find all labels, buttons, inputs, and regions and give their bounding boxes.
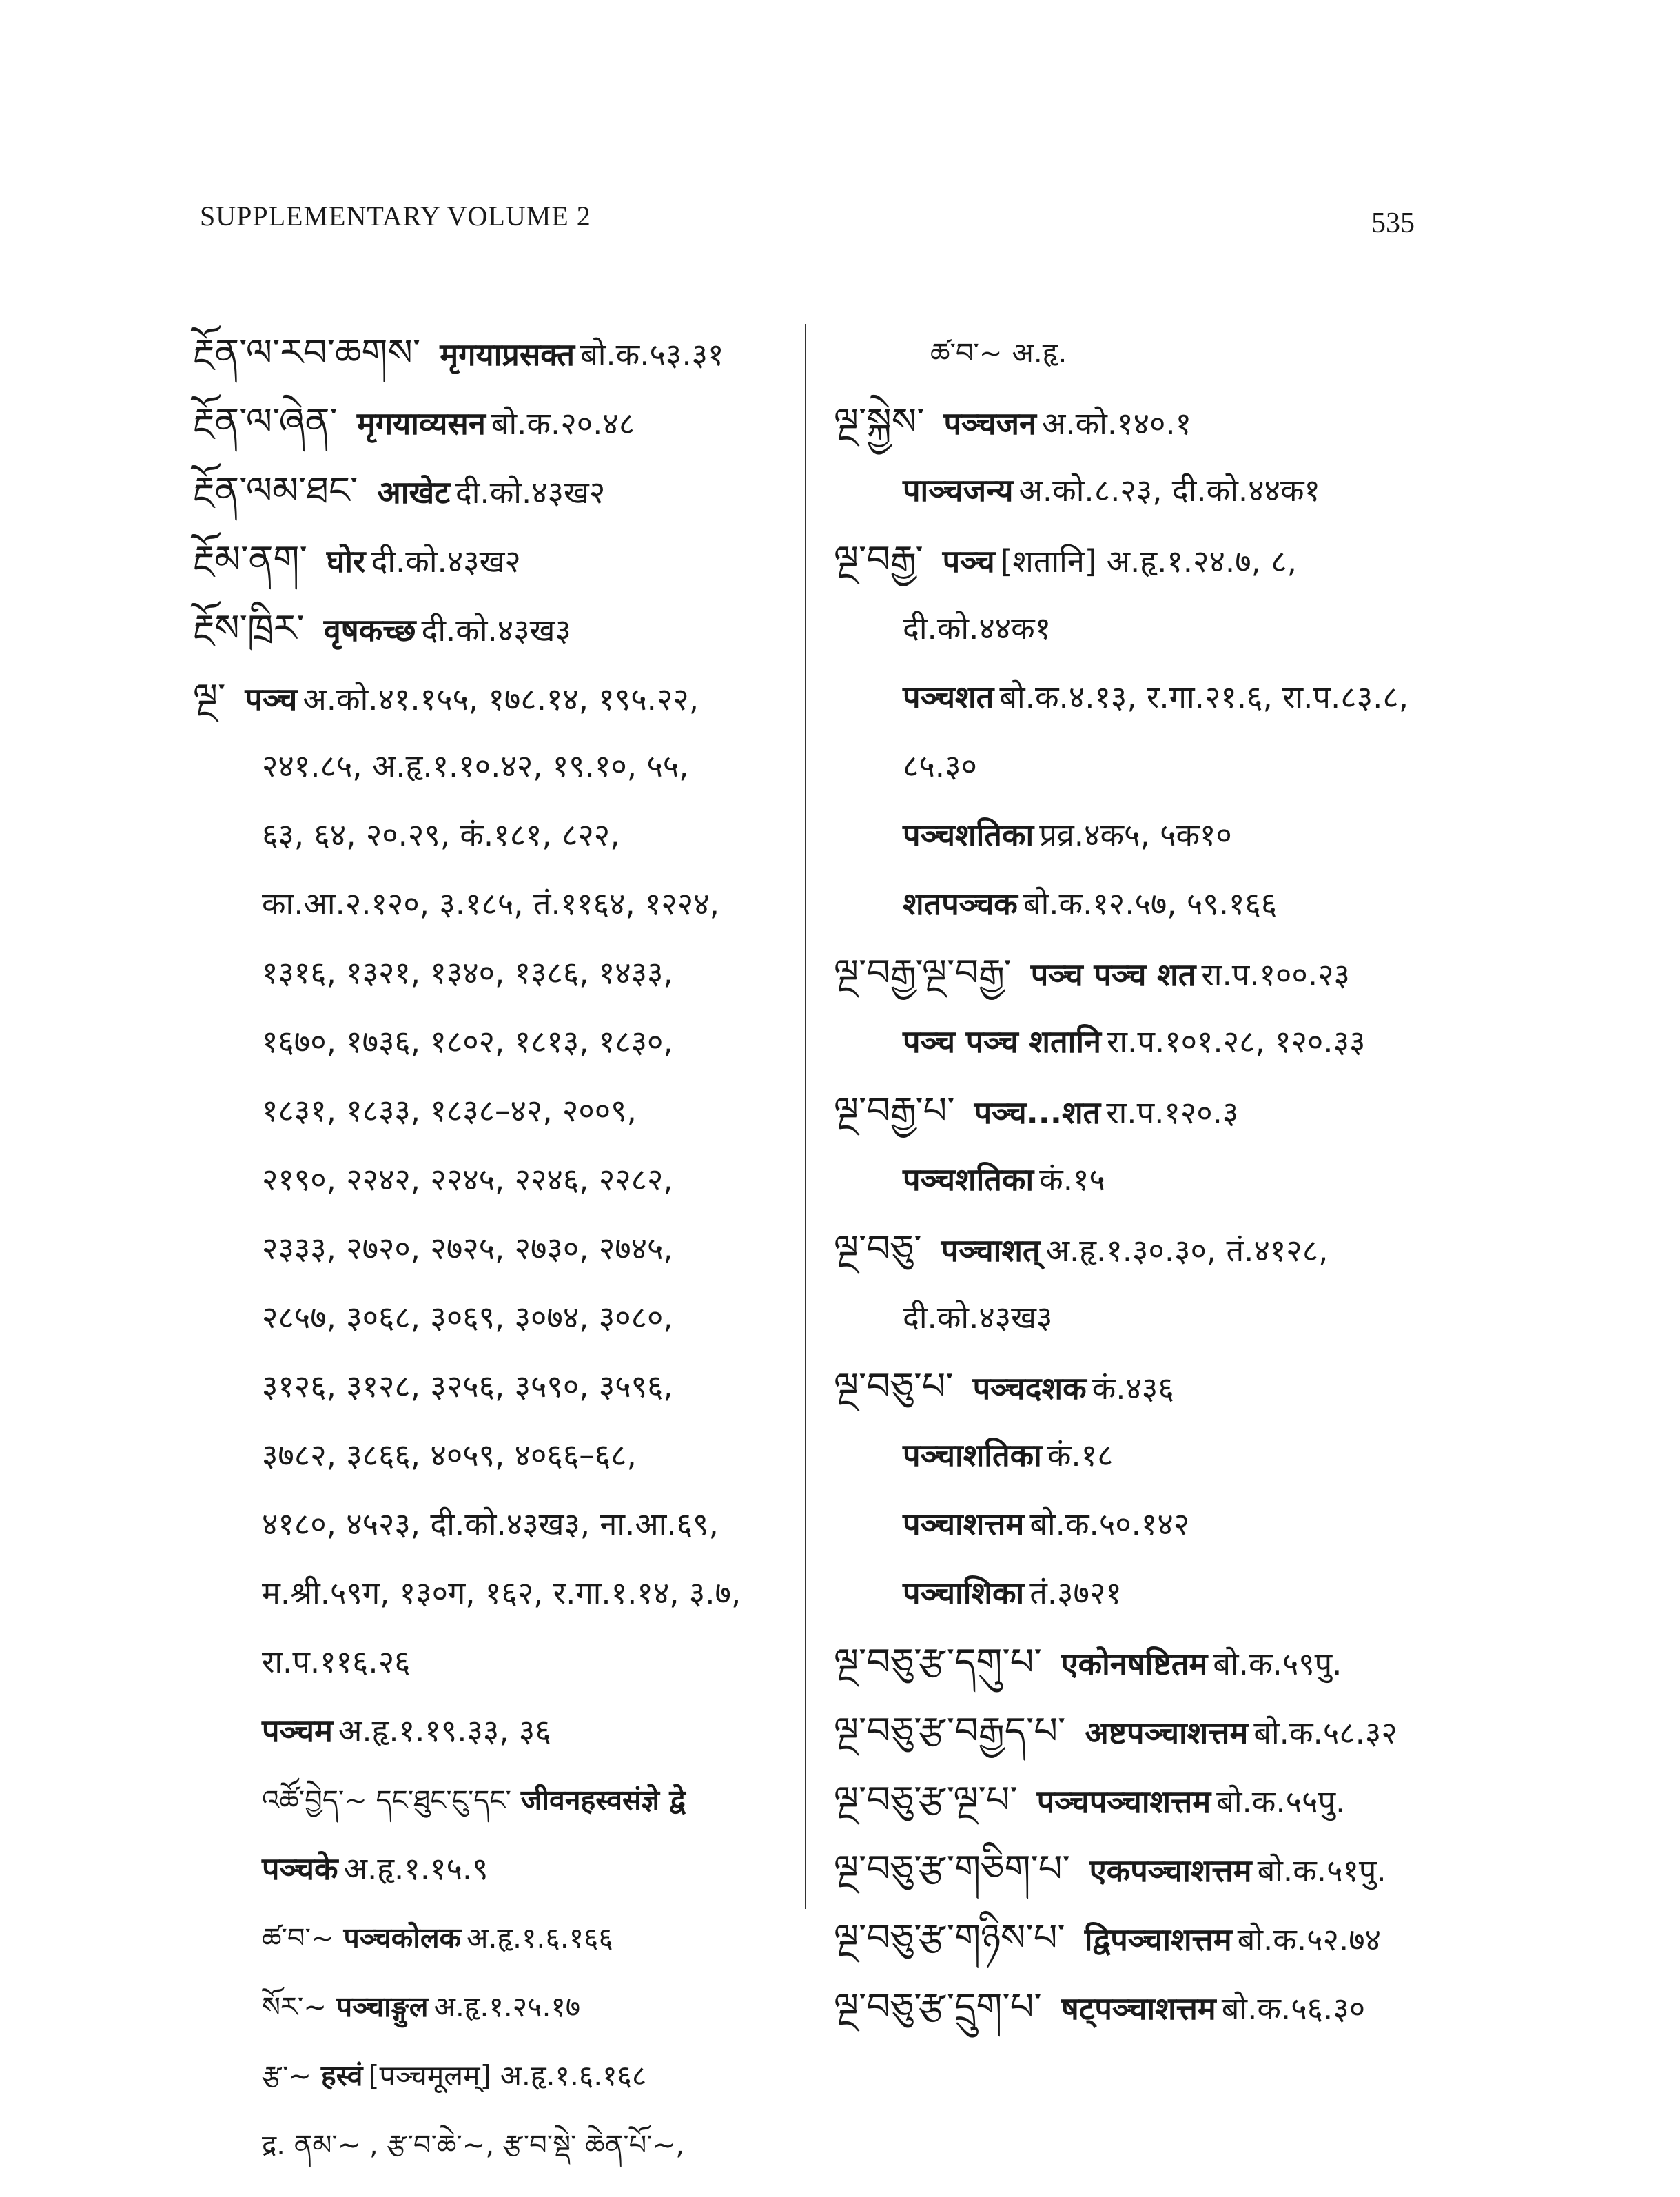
source-reference: अ.को.४१.१५५, १७८.१४, १९५.२२, [303, 681, 699, 717]
source-reference: बो.क.५०.१४२ [1029, 1506, 1190, 1542]
source-reference: ३७८२, ३८६६, ४०५९, ४०६६–६८, [262, 1437, 637, 1473]
entry-continuation [193, 1352, 813, 1421]
tibetan-headword: ལྔ་བཅུ་པ་ [834, 1365, 954, 1408]
source-reference: ४१८०, ४५२३, दी.को.४३ख३, ना.आ.६९, [262, 1506, 719, 1542]
running-header: SUPPLEMENTARY VOLUME 2 [200, 201, 591, 232]
entry-continuation [834, 1145, 1495, 1214]
source-reference: रा.प.१००.२३ [1201, 957, 1350, 993]
source-reference: रा.प.१०१.२८, १२०.३३ [1106, 1023, 1366, 1060]
source-reference: कं.४३६ [1092, 1370, 1174, 1407]
dictionary-entry [834, 387, 1495, 456]
dictionary-entry [834, 1697, 1495, 1766]
entry-continuation [193, 1490, 813, 1559]
source-reference: दी.को.४३ख३ [421, 612, 571, 648]
entry-continuation [834, 663, 1495, 732]
source-reference: का.आ.२.१२०, ३.१८५, तं.११६४, १२२४, [262, 886, 719, 922]
sanskrit-equivalent: जीवनहस्वसंज्ञे द्वे [520, 1784, 686, 1817]
tibetan-headword: རྔོན་ལམ་ཐང་ [193, 469, 358, 512]
source-reference: बो.क.५३.३१ [580, 336, 724, 373]
entry-continuation [834, 870, 1495, 939]
sanskrit-equivalent: मृगयाप्रसक्त [440, 336, 575, 373]
source-reference: रा.प.१२०.३ [1106, 1094, 1239, 1131]
tibetan-headword: ལྔ་བཅུ་རྩ་དྲུག་པ་ [834, 1985, 1042, 2028]
sanskrit-equivalent: पञ्च [942, 543, 995, 580]
sanskrit-equivalent: पञ्चजन [943, 405, 1036, 442]
dictionary-entry [193, 594, 813, 663]
tibetan-headword: ལྔ་སྐྱེས་ [834, 400, 925, 443]
entry-continuation [193, 1628, 813, 1697]
entry-continuation [834, 1490, 1495, 1559]
entry-continuation [193, 2110, 813, 2179]
entry-continuation [193, 1008, 813, 1076]
source-reference: दी.को.४३ख३ [903, 1299, 1053, 1336]
dictionary-entry [193, 318, 813, 387]
sanskrit-equivalent: एकोनषष्टितम [1061, 1646, 1208, 1682]
sanskrit-equivalent: अष्टपञ्चाशत्तम [1085, 1715, 1249, 1751]
source-reference: दी.को.४३ख२ [371, 543, 521, 580]
source-reference: बो.क.२०.४८ [491, 405, 635, 442]
tibetan-headword: ཚ་བ་~ [930, 338, 1003, 369]
sanskrit-equivalent: पञ्चम [262, 1713, 333, 1749]
sanskrit-equivalent: पञ्चशत [903, 679, 994, 715]
tibetan-headword: ལྔ་བཅུ་རྩ་དགུ་པ་ [834, 1640, 1042, 1684]
tibetan-headword: ལྔ་བཅུ་ [834, 1227, 922, 1270]
sanskrit-equivalent: षट्पञ्चाशत्तम [1061, 1990, 1216, 2027]
sanskrit-equivalent: पञ्चाशत् [941, 1232, 1041, 1269]
source-reference: १६७०, १७३६, १८०२, १८१३, १८३०, [262, 1023, 673, 1060]
source-reference: दी.को.४३ख२ [455, 474, 606, 511]
tibetan-headword: ཚ་བ་~ [262, 1923, 334, 1954]
sanskrit-equivalent: पञ्चपञ्चाशत्तम [1036, 1784, 1211, 1820]
sanskrit-equivalent: पञ्चाङ्गुल [336, 1990, 429, 2023]
page-number: 535 [1371, 207, 1415, 239]
sanskrit-equivalent: पञ्चाशतिका [903, 1437, 1042, 1473]
sanskrit-equivalent: पञ्चशतिका [903, 817, 1034, 853]
source-reference: रा.प.११६.२६ [262, 1644, 411, 1680]
sanskrit-equivalent: पञ्च पञ्च शतानि [903, 1023, 1101, 1060]
source-reference: कं.१५ [1039, 1161, 1105, 1198]
entry-continuation [193, 1214, 813, 1283]
entry-continuation [834, 732, 1495, 801]
dictionary-entry [834, 1835, 1495, 1903]
dictionary-entry [834, 939, 1495, 1008]
sanskrit-equivalent: हस्वं [320, 2059, 363, 2092]
dictionary-entry [834, 1352, 1495, 1421]
sanskrit-equivalent: आखेट [377, 474, 450, 511]
entry-continuation [834, 1421, 1495, 1490]
entry-continuation [193, 1076, 813, 1145]
entry-continuation [193, 1559, 813, 1628]
source-reference: अ.हृ.१.६.१६६ [467, 1921, 613, 1954]
entry-continuation [193, 1766, 813, 1835]
source-reference: अ.हृ.१.२५.१७ [433, 1990, 581, 2023]
source-reference: अ.हृ.१.१९.३३, ३६ [338, 1713, 551, 1749]
dictionary-entry [834, 1972, 1495, 2041]
sanskrit-equivalent: पाञ्चजन्य [903, 472, 1014, 509]
entry-continuation [834, 801, 1495, 870]
source-reference: ३१२६, ३१२८, ३२५६, ३५९०, ३५९६, [262, 1368, 673, 1404]
tibetan-headword: རྔོམ་ནག་ [193, 538, 307, 581]
tibetan-headword: ལྔ་ [193, 675, 226, 719]
tibetan-headword: རྔོན་ལ་རབ་ཆགས་ [193, 331, 421, 374]
sanskrit-equivalent: पञ्चशतिका [903, 1161, 1034, 1198]
source-reference: बो.क.५२.७४ [1237, 1921, 1382, 1958]
entry-continuation [193, 1903, 813, 1972]
tibetan-headword: ལྔ་བཅུ་རྩ་གཉིས་པ་ [834, 1916, 1065, 1959]
dictionary-entry [834, 525, 1495, 594]
source-reference: अ.हृ.१.३०.३०, तं.४१२८, [1045, 1232, 1329, 1269]
source-reference: [पञ्चमूलम्] अ.हृ.१.६.१६८ [368, 2059, 647, 2092]
source-reference: १८३१, १८३३, १८३८–४२, २००९, [262, 1092, 637, 1129]
source-reference: ६३, ६४, २०.२९, कं.१८१, ८२२, [262, 817, 620, 853]
source-reference: बो.क.५६.३० [1221, 1990, 1366, 2027]
source-reference: २४१.८५, अ.हृ.१.१०.४२, १९.१०, ५५, [262, 748, 689, 784]
source-reference: बो.क.५१पु. [1257, 1852, 1386, 1889]
entry-continuation [834, 1283, 1495, 1352]
tibetan-headword: ལྔ་བརྒྱ་ལྔ་བརྒྱ་ [834, 951, 1012, 994]
source-reference: अ.हृ. [1012, 336, 1067, 369]
entry-continuation [193, 732, 813, 801]
dictionary-entry [834, 1903, 1495, 1972]
tibetan-headword: ལྔ་བཅུ་རྩ་ལྔ་པ་ [834, 1778, 1018, 1821]
sanskrit-equivalent: पञ्च [245, 681, 298, 717]
sanskrit-equivalent: वृषकच्छ [323, 612, 416, 648]
dictionary-entry [834, 1628, 1495, 1697]
tibetan-headword: སོར་~ [262, 1992, 327, 2023]
dictionary-entry [834, 1766, 1495, 1835]
sanskrit-equivalent: पञ्चकोलक [343, 1921, 462, 1954]
entry-continuation [193, 939, 813, 1008]
dictionary-entry [193, 525, 813, 594]
tibetan-headword: ལྔ་བརྒྱ་པ་ [834, 1089, 955, 1132]
entry-continuation [193, 1835, 813, 1903]
source-reference: २३३३, २७२०, २७२५, २७३०, २७४५, [262, 1230, 673, 1267]
entry-continuation [193, 1283, 813, 1352]
sanskrit-equivalent: शतपञ्चक [903, 886, 1018, 922]
dictionary-entry [193, 456, 813, 525]
entry-continuation [193, 1972, 813, 2041]
source-reference: तं.३७२१ [1029, 1575, 1122, 1611]
tibetan-headword: རྔོན་ལ་ཞེན་ [193, 400, 338, 443]
entry-continuation [834, 1008, 1495, 1076]
entry-continuation [193, 1145, 813, 1214]
tibetan-headword: द्र. ནམ་~ , རྩ་བ་ཆེ་~, རྩ་བ་སྡེ་ ཆེན་པོ་~, [262, 2129, 684, 2161]
tibetan-headword: ལྔ་བརྒྱ་ [834, 538, 923, 581]
source-reference: प्रव्र.४क५, ५क१० [1039, 817, 1232, 853]
tibetan-headword: རྔོས་ཁྲིར་ [193, 606, 305, 650]
source-reference: १३१६, १३२१, १३४०, १३८६, १४३३, [262, 954, 673, 991]
source-reference: कं.१८ [1047, 1437, 1114, 1473]
entry-continuation [834, 594, 1495, 663]
tibetan-headword: རྩ་~ [262, 2061, 311, 2092]
sanskrit-equivalent: पञ्च पञ्च शत [1030, 957, 1196, 993]
source-reference: २१९०, २२४२, २२४५, २२४६, २२८२, [262, 1161, 673, 1198]
sanskrit-equivalent: एकपञ्चाशत्तम [1089, 1852, 1252, 1889]
source-reference: दी.को.४४क१ [903, 610, 1052, 646]
source-reference: बो.क.५९पु. [1213, 1646, 1342, 1682]
entry-continuation [193, 1697, 813, 1766]
source-reference: [शतानि] अ.हृ.१.२४.७, ८, [1000, 543, 1297, 580]
source-reference: बो.क.५५पु. [1216, 1784, 1346, 1820]
source-reference: बो.क.४.१३, र.गा.२१.६, रा.प.८३.८, [999, 679, 1409, 715]
dictionary-entry [834, 1214, 1495, 1283]
sanskrit-equivalent: द्विपञ्चाशत्तम [1084, 1921, 1232, 1958]
tibetan-headword: འཚོ་བྱེད་~ དང་ཐུང་ངུ་དང་ [262, 1785, 511, 1817]
source-reference: बो.क.५८.३२ [1253, 1715, 1397, 1751]
entry-continuation [834, 318, 1495, 387]
dictionary-entry [193, 387, 813, 456]
right-column [834, 318, 1495, 2041]
entry-continuation [834, 456, 1495, 525]
source-reference: अ.को.१४०.१ [1041, 405, 1192, 442]
source-reference: म.श्री.५९ग, १३०ग, १६२, र.गा.१.१४, ३.७, [262, 1575, 741, 1611]
sanskrit-equivalent: पञ्चके [262, 1850, 338, 1887]
source-reference: बो.क.१२.५७, ५९.१६६ [1023, 886, 1278, 922]
sanskrit-equivalent: घोर [326, 543, 366, 580]
source-reference: २८५७, ३०६८, ३०६९, ३०७४, ३०८०, [262, 1299, 673, 1336]
source-reference: अ.हृ.१.१५.९ [343, 1850, 489, 1887]
tibetan-headword: ལྔ་བཅུ་རྩ་གཅིག་པ་ [834, 1847, 1070, 1890]
sanskrit-equivalent: पञ्चाशिका [903, 1575, 1025, 1611]
dictionary-entry [193, 663, 813, 732]
entry-continuation [193, 801, 813, 870]
sanskrit-equivalent: पञ्च...शत [974, 1094, 1101, 1131]
sanskrit-equivalent: पञ्चदशक [972, 1370, 1087, 1407]
entry-continuation [834, 1559, 1495, 1628]
source-reference: ८५.३० [903, 748, 977, 784]
sanskrit-equivalent: पञ्चाशत्तम [903, 1506, 1025, 1542]
column-divider [805, 324, 806, 1909]
sanskrit-equivalent: मृगयाव्यसन [356, 405, 486, 442]
entry-continuation [193, 2041, 813, 2110]
source-reference: अ.को.८.२३, दी.को.४४क१ [1018, 472, 1320, 509]
entry-continuation [193, 870, 813, 939]
dictionary-entry [834, 1076, 1495, 1145]
tibetan-headword: ལྔ་བཅུ་རྩ་བརྒྱད་པ་ [834, 1709, 1066, 1753]
left-column [193, 318, 813, 2179]
entry-continuation [193, 1421, 813, 1490]
